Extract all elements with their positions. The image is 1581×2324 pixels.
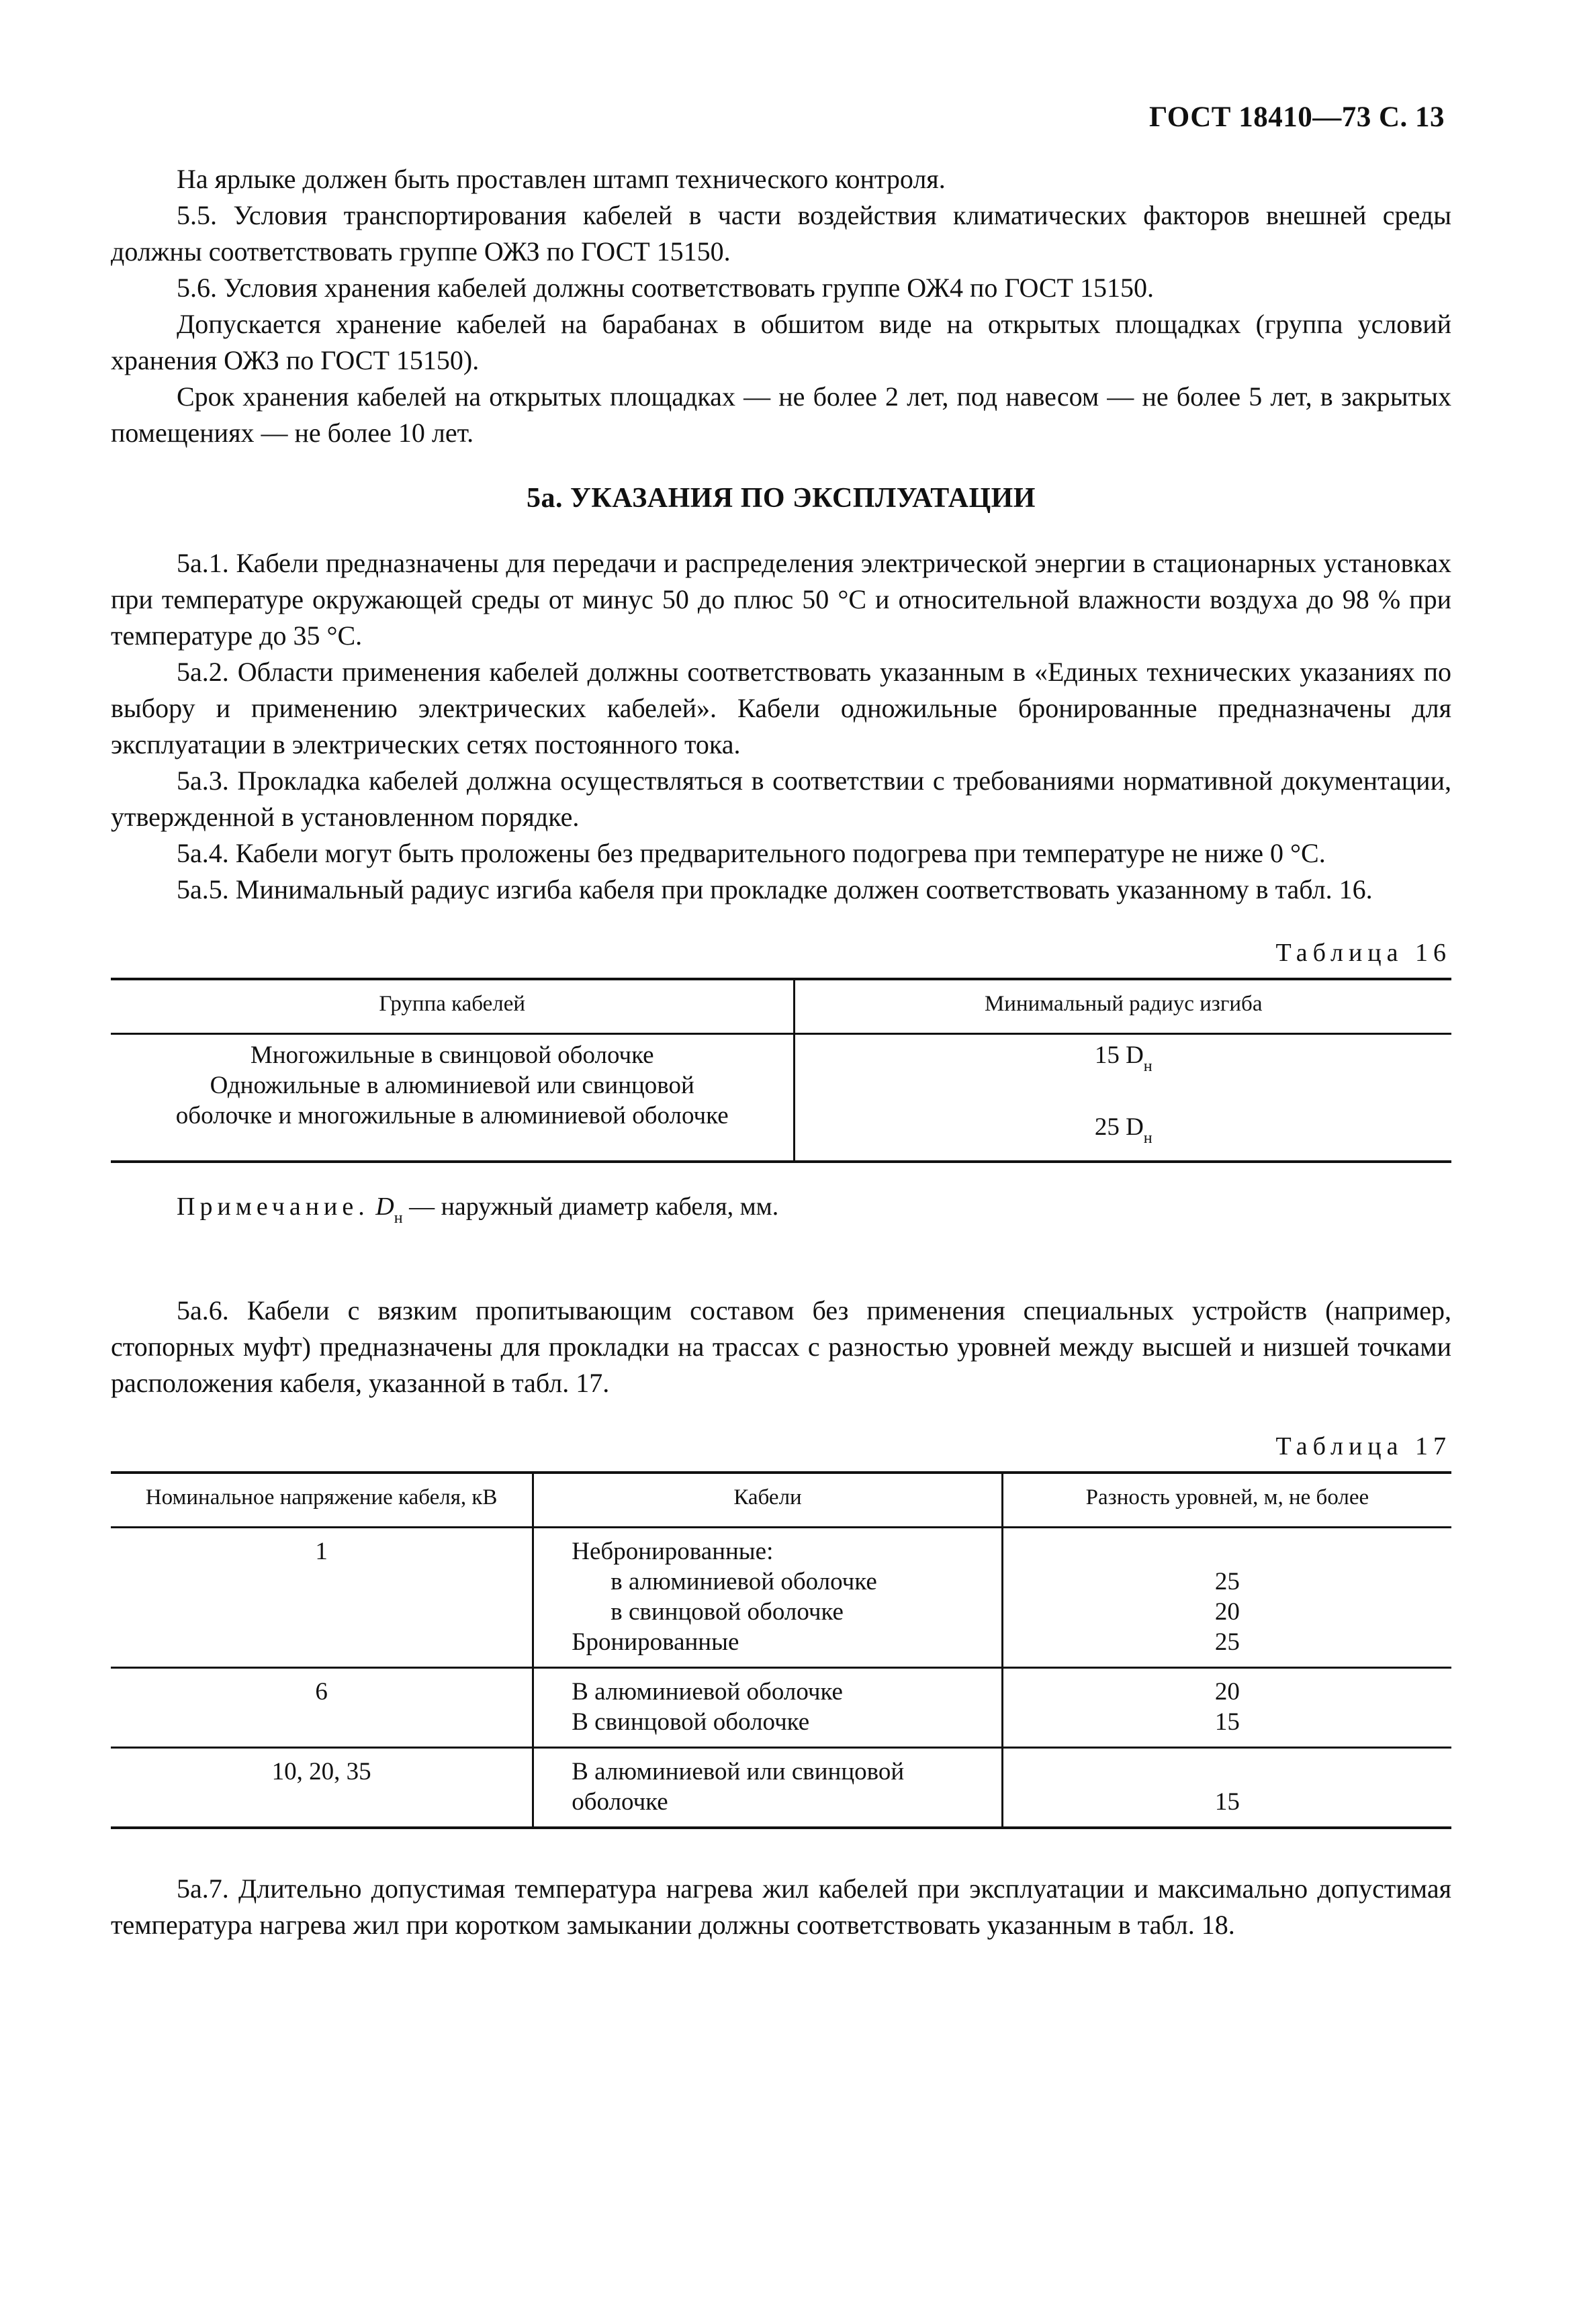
radius-text: 25 D [1094,1113,1144,1141]
cable-text: В алюминиевой оболочке [572,1678,843,1706]
cable-text: В алюминиевой или свинцовой [572,1758,905,1785]
table-17 [111,1471,1451,1829]
note-symbol: D [375,1193,394,1221]
level-diff-value: 25 [1214,1628,1240,1656]
level-diff-cell [1002,1668,1451,1748]
note-text: — наружный диаметр кабеля, мм. [409,1193,779,1221]
table-header-cell: Номинальное напряжение кабеля, кВ [111,1473,533,1528]
note-symbol-subscript: н [394,1209,403,1227]
cable-group-text: оболочке и многожильные в алюминиевой оболочке [175,1102,729,1129]
paragraph-label-stamp: На ярлыке должен быть проставлен штамп технического контроля. [177,164,946,194]
radius-value [802,1112,1445,1154]
level-diff-value: 25 [1214,1568,1240,1595]
paragraph-5a-7: 5а.7. Длительно допустимая температура нагрева жил кабелей при эксплуатации и максимально допустимая температура нагрева жил при коротком замыкании должны соответствовать указанным в табл. 18. [111,1873,1451,1940]
cable-text: оболочке [572,1788,668,1816]
cables-cell [533,1528,1003,1668]
table-header-cell: Группа кабелей [111,979,795,1034]
table-header-row [111,979,1451,1034]
table-16-caption: Таблица 16 [1275,939,1451,967]
voltage-cell: 1 [111,1528,533,1668]
cable-text: в алюминиевой оболочке [611,1568,877,1595]
level-diff-value: 15 [1214,1788,1240,1816]
table-row [111,1528,1451,1668]
level-diff-cell [1002,1748,1451,1828]
level-diff-value: 20 [1214,1678,1240,1706]
table-header-cell: Разность уровней, м, не более [1002,1473,1451,1528]
voltage-cell: 6 [111,1668,533,1748]
spacer [1010,1536,1445,1567]
table-header-row [111,1473,1451,1528]
table-16 [111,978,1451,1163]
radius-subscript: н [1143,1129,1153,1147]
table-row [111,1034,1451,1162]
paragraph-storage-period: Срок хранения кабелей на открытых площадках — не более 2 лет, под навесом — не более 5 лет, в закрытых помещениях — не более 10 лет. [111,381,1451,448]
paragraph-storage-allowed: Допускается хранение кабелей на барабанах в обшитом виде на открытых площадках (группа условий хранения ОЖЗ по ГОСТ 15150). [111,309,1451,375]
table-16-note [111,1190,1451,1235]
voltage-cell: 10, 20, 35 [111,1748,533,1828]
spacer [802,1082,1445,1112]
level-diff-value: 20 [1214,1598,1240,1626]
paragraph-5a-2: 5а.2. Области применения кабелей должны соответствовать указанным в «Единых технических указаниях по выбору и применению электрических кабелей». Кабели одножильные бронированные предназначены для эксплуатации в электрических сетях постоянного тока. [111,657,1451,759]
table-cell [111,1034,795,1162]
paragraph-5a-4: 5а.4. Кабели могут быть проложены без предварительного подогрева при температуре не ниже 0 °С. [177,838,1326,868]
table-row [111,1748,1451,1828]
page-header: ГОСТ 18410—73 С. 13 [1148,101,1445,133]
table-row [111,1668,1451,1748]
paragraph-5-6: 5.6. Условия хранения кабелей должны соответствовать группе ОЖ4 по ГОСТ 15150. [177,273,1154,303]
level-diff-cell [1002,1528,1451,1668]
paragraph-5-5: 5.5. Условия транспортирования кабелей в части воздействия климатических факторов внешней среды должны соответствовать группе ОЖЗ по ГОСТ 15150. [111,200,1451,267]
cable-text: Бронированные [572,1628,739,1656]
cables-cell [533,1668,1003,1748]
cable-group-text: Одножильные в алюминиевой или свинцовой [210,1072,694,1099]
table-header-cell: Минимальный радиус изгиба [795,979,1451,1034]
radius-subscript: н [1143,1058,1153,1075]
cable-text: В свинцовой оболочке [572,1708,810,1736]
paragraph-5a-5: 5а.5. Минимальный радиус изгиба кабеля при прокладке должен соответствовать указанному в табл. 16. [177,874,1373,904]
table-header-cell: Кабели [533,1473,1003,1528]
cable-group-text: Многожильные в свинцовой оболочке [250,1041,654,1069]
cables-cell [533,1748,1003,1828]
spacer [1010,1757,1445,1787]
note-label: Примечание. [177,1193,369,1221]
paragraph-5a-1: 5а.1. Кабели предназначены для передачи и распределения электрической энергии в стационарных установках при температуре окружающей среды от минус 50 до плюс 50 °С и относительной влажности воздуха до 98 % при температуре до 35 °С. [111,548,1451,651]
cable-text: Небронированные: [572,1538,774,1565]
paragraph-5a-3: 5а.3. Прокладка кабелей должна осуществляться в соответствии с требованиями нормативной документации, утвержденной в установленном порядке. [111,765,1451,832]
table-17-caption: Таблица 17 [1275,1432,1451,1460]
page-content [111,161,1451,1943]
paragraph-5a-6: 5а.6. Кабели с вязким пропитывающим составом без применения специальных устройств (например, стопорных муфт) предназначены для прокладки на трассах с разностью уровней между высшей и низшей точками расположения кабеля, указанной в табл. 17. [111,1295,1451,1398]
radius-value [802,1040,1445,1082]
cable-text: в свинцовой оболочке [611,1598,844,1626]
level-diff-value: 15 [1214,1708,1240,1736]
radius-text: 15 D [1094,1041,1144,1069]
section-title: 5а. УКАЗАНИЯ ПО ЭКСПЛУАТАЦИИ [527,483,1036,514]
table-cell [795,1034,1451,1162]
